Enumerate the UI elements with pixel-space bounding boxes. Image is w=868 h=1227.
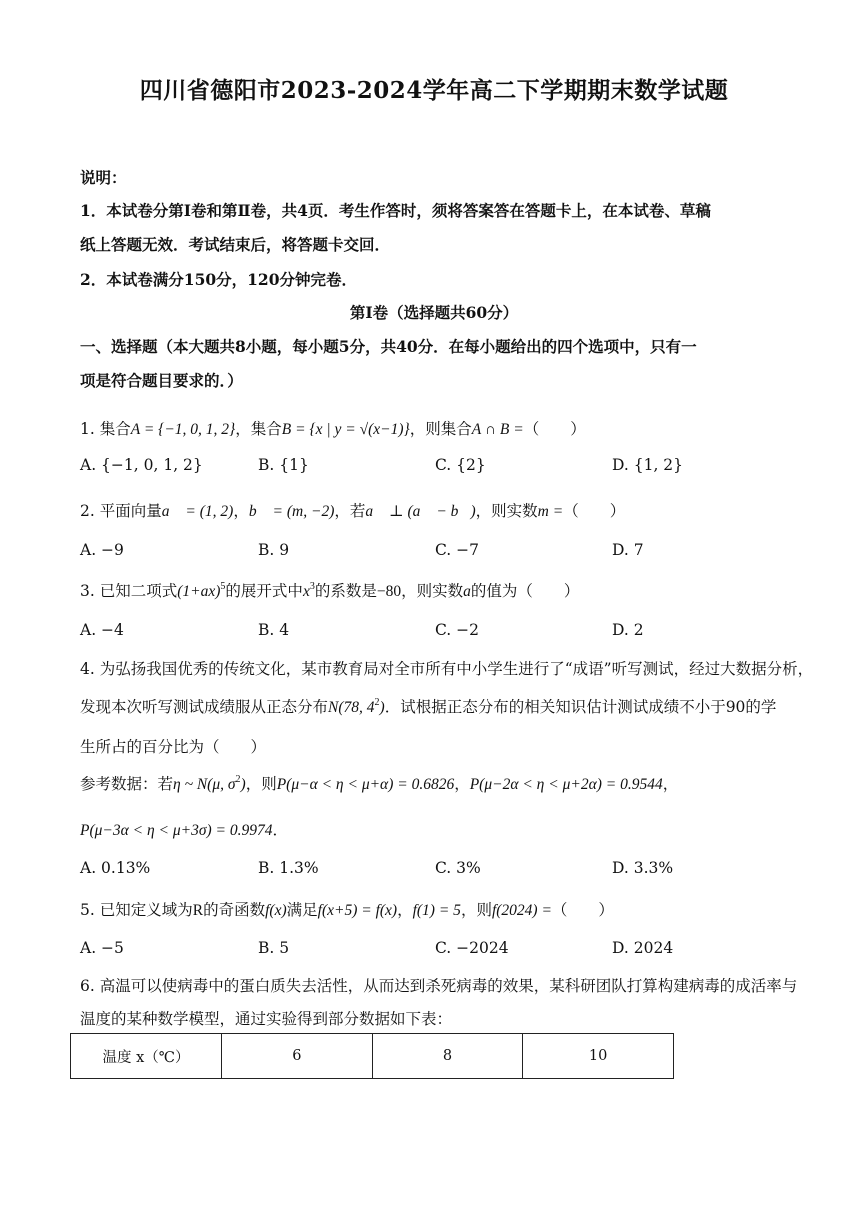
- math-vector-a: a⃗ = (1, 2): [161, 503, 234, 520]
- table-cell: 8: [372, 1034, 523, 1079]
- answer-paren: （ ）: [523, 420, 586, 438]
- math-exponent: 3: [309, 581, 315, 592]
- math-binomial: (1+ax): [177, 583, 221, 600]
- question-4-line-2: [80, 695, 776, 717]
- question-number: 2.: [80, 502, 95, 520]
- question-text: 的值为（ ）: [470, 582, 580, 600]
- question-text: ，则集合: [409, 420, 472, 438]
- math-exponent: 2: [374, 697, 380, 708]
- question-4-line-1: 4. 为弘扬我国优秀的传统文化，某市教育局对全市所有中小学生进行了“成语”听写测试，经过大数据分析，: [80, 660, 814, 678]
- q1-option-d: D. {1, 2}: [612, 456, 684, 474]
- q2-option-b: B. 9: [258, 541, 290, 559]
- q1-option-a: A. {−1, 0, 1, 2}: [80, 456, 203, 474]
- data-table: [70, 1033, 674, 1079]
- question-4-line-3: 生所占的百分比为（ ）: [80, 738, 267, 756]
- math-condition: a⃗ ⊥ (a⃗ − b⃗): [365, 503, 476, 520]
- question-text: 平面向量: [99, 502, 162, 520]
- math-variable: a: [463, 583, 471, 600]
- question-text: ，: [662, 775, 679, 793]
- page-title: 四川省德阳市2023-2024学年高二下学期期末数学试题: [139, 77, 729, 104]
- question-3: [80, 579, 579, 601]
- math-equation-2: f(1) = 5: [412, 902, 461, 919]
- math-distribution: N(78, 4: [328, 699, 375, 716]
- note-1-line-2: 纸上答题无效．考试结束后，将答题卡交回．: [80, 235, 391, 254]
- q3-option-c: C. −2: [435, 621, 480, 639]
- math-expression: A ∩ B =: [471, 421, 524, 438]
- math-expression: f(2024) =: [491, 902, 552, 919]
- math-probability-2: P(μ−2α < η < μ+2α) = 0.9544: [469, 776, 663, 793]
- q5-option-a: A. −5: [80, 939, 124, 957]
- section-1-line-1: 一、选择题（本大题共8小题，每小题5分，共40分．在每小题给出的四个选项中，只有一: [80, 337, 697, 356]
- question-text: ，则实数: [401, 582, 464, 600]
- question-text: ，: [233, 502, 249, 520]
- question-4-reference-line-2: [80, 818, 288, 840]
- math-coefficient: −80: [376, 583, 402, 600]
- math-probability-3: P(μ−3α < η < μ+3σ) = 0.9974: [80, 822, 273, 839]
- math-exponent: 5: [220, 581, 226, 592]
- section-1-line-2: 项是符合题目要求的．）: [80, 371, 243, 390]
- q2-option-d: D. 7: [612, 541, 644, 559]
- question-6-line-2: 温度的某种数学模型，通过实验得到部分数据如下表：: [80, 1010, 453, 1028]
- answer-paren: （ ）: [551, 901, 614, 919]
- q4-option-a: A. 0.13%: [80, 859, 151, 877]
- question-2: [80, 499, 625, 521]
- q4-option-b: B. 1.3%: [258, 859, 319, 877]
- question-text: 满足: [286, 901, 318, 919]
- q2-option-c: C. −7: [435, 541, 480, 559]
- math-exponent: 2: [235, 774, 241, 785]
- question-text: 的展开式中: [225, 582, 303, 600]
- table-row: [71, 1034, 674, 1079]
- math-close-paren: ): [240, 776, 246, 793]
- math-function: f(x): [265, 902, 287, 919]
- q4-option-d: D. 3.3%: [612, 859, 674, 877]
- table-cell: 10: [523, 1034, 674, 1079]
- math-equation-1: f(x+5) = f(x): [317, 902, 398, 919]
- q5-option-c: C. −2024: [435, 939, 509, 957]
- question-text: 集合: [99, 420, 131, 438]
- question-6-line-1: 6. 高温可以使病毒中的蛋白质失去活性，从而达到杀死病毒的效果，某科研团队打算构建病毒的成活率与: [80, 977, 798, 995]
- table-header-cell: 温度 x（℃）: [71, 1034, 222, 1079]
- part-1-title: 第Ⅰ卷（选择题共60分）: [349, 303, 519, 322]
- question-text: ，则: [460, 901, 492, 919]
- question-text: 的系数是: [314, 582, 377, 600]
- math-set-a: A = {−1, 0, 1, 2}: [130, 421, 236, 438]
- question-number: 5.: [80, 901, 95, 919]
- question-5: [80, 898, 614, 920]
- question-number: 1.: [80, 420, 95, 438]
- question-text: ．: [272, 821, 289, 839]
- answer-paren: （ ）: [563, 502, 626, 520]
- math-real-set: R: [192, 902, 204, 919]
- q4-option-c: C. 3%: [435, 859, 481, 877]
- q3-option-a: A. −4: [80, 621, 124, 639]
- question-text: ，则: [245, 775, 277, 793]
- table-cell: 6: [221, 1034, 372, 1079]
- question-1: [80, 417, 586, 439]
- q3-option-b: B. 4: [258, 621, 290, 639]
- q5-option-d: D. 2024: [612, 939, 674, 957]
- math-close-paren: ): [379, 699, 385, 716]
- question-text: ，: [397, 901, 413, 919]
- math-term: x: [302, 583, 310, 600]
- question-4-reference-line-1: [80, 772, 678, 794]
- q1-option-c: C. {2}: [435, 456, 486, 474]
- math-set-b: B = {x | y = √(x−1)}: [281, 421, 410, 438]
- q2-option-a: A. −9: [80, 541, 124, 559]
- q3-option-d: D. 2: [612, 621, 644, 639]
- question-text: 已知二项式: [99, 582, 178, 600]
- question-text: ，: [454, 775, 470, 793]
- q5-option-b: B. 5: [258, 939, 290, 957]
- question-text: ，若: [334, 502, 366, 520]
- math-vector-b: b⃗ = (m, −2): [248, 503, 335, 520]
- note-2: 2．本试卷满分150分，120分钟完卷．: [80, 270, 357, 289]
- question-text: 的奇函数: [203, 901, 266, 919]
- q1-option-b: B. {1}: [258, 456, 309, 474]
- reference-label: 参考数据：若: [80, 775, 174, 793]
- note-1-line-1: 1．本试卷分第Ⅰ卷和第Ⅱ卷，共4页．考生作答时，须将答案答在答题卡上，在本试卷、草稿: [80, 201, 711, 220]
- question-text: ，则实数: [475, 502, 538, 520]
- notes-heading: 说明：: [80, 168, 127, 187]
- question-number: 3.: [80, 582, 95, 600]
- math-probability-1: P(μ−α < η < μ+α) = 0.6826: [276, 776, 455, 793]
- question-text: ．试根据正态分布的相关知识估计测试成绩不小于90的学: [384, 698, 777, 716]
- question-text: ，集合: [235, 420, 282, 438]
- math-distribution: η ~ N(μ, σ: [173, 776, 236, 793]
- question-text: 已知定义域为: [99, 901, 193, 919]
- math-variable: m =: [537, 503, 564, 520]
- question-text: 发现本次听写测试成绩服从正态分布: [80, 698, 329, 716]
